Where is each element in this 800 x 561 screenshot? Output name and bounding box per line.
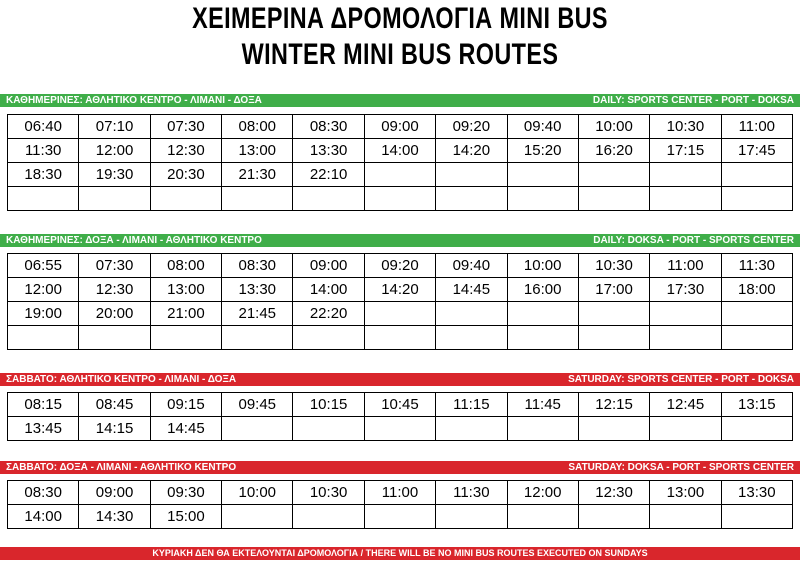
departure-time-cell: 06:40 [8,115,79,139]
departure-time-cell: 13:00 [650,481,721,505]
departure-time-cell: 12:30 [578,481,649,505]
departure-time-cell [650,187,721,211]
sunday-notice: ΚΥΡΙΑΚΗ ΔΕΝ ΘΑ ΕΚΤΕΛΟΥΝΤΑΙ ΔΡΟΜΟΛΟΓΙΑ / THERE WILL BE NO MINI BUS ROUTES EXECUTED ON SUNDAYS [0,547,800,560]
departure-time-cell [650,326,721,350]
section-label-greek: ΣΑΒΒΑΤΟ: ΔΟΞΑ - ΛΙΜΑΝΙ - ΑΘΛΗΤΙΚΟ ΚΕΝΤΡΟ [6,462,237,473]
departure-time-cell [364,505,435,529]
departure-time-cell: 15:00 [150,505,221,529]
departure-time-cell [507,417,578,441]
departure-time-cell: 13:00 [222,139,293,163]
departure-time-cell: 09:00 [293,254,364,278]
departure-time-cell: 13:00 [150,278,221,302]
timetable-daily-sports-center-to-doksa [7,114,793,211]
section-label-english: DAILY: DOKSA - PORT - SPORTS CENTER [593,235,794,246]
section-label-greek: ΣΑΒΒΑΤΟ: ΑΘΛΗΤΙΚΟ ΚΕΝΤΡΟ - ΛΙΜΑΝΙ - ΔΟΞΑ [6,374,237,385]
timetable-row [8,254,793,278]
departure-time-cell: 14:45 [436,278,507,302]
departure-time-cell: 09:30 [150,481,221,505]
departure-time-cell [436,505,507,529]
departure-time-cell [79,326,150,350]
departure-time-cell [293,505,364,529]
departure-time-cell: 08:15 [8,393,79,417]
departure-time-cell [436,302,507,326]
title-english: WINTER MINI BUS ROUTES [241,38,559,71]
departure-time-cell: 18:30 [8,163,79,187]
departure-time-cell: 11:15 [436,393,507,417]
departure-time-cell: 14:00 [8,505,79,529]
departure-time-cell: 22:20 [293,302,364,326]
section-header-saturday-sports-center-to-doksa [0,373,800,386]
departure-time-cell: 13:30 [721,481,792,505]
timetable-row [8,278,793,302]
departure-time-cell [364,326,435,350]
departure-time-cell [364,417,435,441]
departure-time-cell: 17:00 [578,278,649,302]
departure-time-cell [578,163,649,187]
departure-time-cell [222,187,293,211]
departure-time-cell: 14:20 [364,278,435,302]
departure-time-cell: 13:30 [293,139,364,163]
timetable-row [8,115,793,139]
timetable-row [8,417,793,441]
departure-time-cell: 09:45 [222,393,293,417]
departure-time-cell: 08:00 [222,115,293,139]
departure-time-cell [507,505,578,529]
departure-time-cell: 17:45 [721,139,792,163]
departure-time-cell: 13:15 [721,393,792,417]
section-label-english: SATURDAY: SPORTS CENTER - PORT - DOKSA [568,374,794,385]
departure-time-cell: 08:30 [293,115,364,139]
departure-time-cell: 14:30 [79,505,150,529]
departure-time-cell: 17:15 [650,139,721,163]
timetable-row [8,326,793,350]
departure-time-cell: 11:00 [650,254,721,278]
departure-time-cell [222,417,293,441]
departure-time-cell: 06:55 [8,254,79,278]
departure-time-cell [507,187,578,211]
departure-time-cell [721,302,792,326]
departure-time-cell [650,505,721,529]
departure-time-cell: 11:00 [364,481,435,505]
timetable-saturday-doksa-to-sports-center [7,480,793,529]
departure-time-cell: 14:15 [79,417,150,441]
departure-time-cell [721,326,792,350]
departure-time-cell: 11:30 [8,139,79,163]
section-header-daily-sports-center-to-doksa [0,94,800,107]
departure-time-cell: 20:30 [150,163,221,187]
departure-time-cell [578,187,649,211]
departure-time-cell [436,187,507,211]
departure-time-cell: 20:00 [79,302,150,326]
departure-time-cell: 11:00 [721,115,792,139]
departure-time-cell: 11:30 [721,254,792,278]
departure-time-cell [8,187,79,211]
departure-time-cell: 11:30 [436,481,507,505]
departure-time-cell [578,417,649,441]
section-label-greek: ΚΑΘΗΜΕΡΙΝΕΣ: ΑΘΛΗΤΙΚΟ ΚΕΝΤΡΟ - ΛΙΜΑΝΙ - ΔΟΞΑ [6,95,262,106]
departure-time-cell: 14:00 [364,139,435,163]
departure-time-cell [364,163,435,187]
departure-time-cell: 22:10 [293,163,364,187]
departure-time-cell [436,417,507,441]
departure-time-cell [721,417,792,441]
departure-time-cell: 12:00 [79,139,150,163]
departure-time-cell: 10:30 [650,115,721,139]
departure-time-cell [436,326,507,350]
departure-time-cell: 15:20 [507,139,578,163]
departure-time-cell [150,326,221,350]
departure-time-cell: 14:20 [436,139,507,163]
departure-time-cell: 08:30 [222,254,293,278]
departure-time-cell [507,326,578,350]
departure-time-cell [578,505,649,529]
timetable-row [8,302,793,326]
departure-time-cell: 17:30 [650,278,721,302]
departure-time-cell [436,163,507,187]
departure-time-cell [293,187,364,211]
departure-time-cell: 09:20 [364,254,435,278]
departure-time-cell: 18:00 [721,278,792,302]
departure-time-cell: 10:30 [293,481,364,505]
section-header-saturday-doksa-to-sports-center [0,461,800,474]
departure-time-cell [222,326,293,350]
timetable-saturday-sports-center-to-doksa [7,392,793,441]
departure-time-cell [293,417,364,441]
departure-time-cell [578,326,649,350]
section-label-english: DAILY: SPORTS CENTER - PORT - DOKSA [592,95,794,106]
departure-time-cell: 12:00 [507,481,578,505]
departure-time-cell: 09:15 [150,393,221,417]
title-greek: ΧΕΙΜΕΡΙΝΑ ΔΡΟΜΟΛΟΓΙΑ MINI BUS [192,2,608,35]
departure-time-cell: 11:45 [507,393,578,417]
departure-time-cell: 12:30 [150,139,221,163]
departure-time-cell: 10:45 [364,393,435,417]
departure-time-cell [650,163,721,187]
departure-time-cell: 16:00 [507,278,578,302]
departure-time-cell: 21:45 [222,302,293,326]
departure-time-cell [721,187,792,211]
departure-time-cell: 19:30 [79,163,150,187]
departure-time-cell: 10:30 [578,254,649,278]
departure-time-cell [293,326,364,350]
departure-time-cell [79,187,150,211]
departure-time-cell [364,302,435,326]
departure-time-cell [222,505,293,529]
departure-time-cell: 19:00 [8,302,79,326]
section-label-english: SATURDAY: DOKSA - PORT - SPORTS CENTER [568,462,794,473]
departure-time-cell: 09:40 [507,115,578,139]
departure-time-cell: 16:20 [578,139,649,163]
departure-time-cell: 09:20 [436,115,507,139]
departure-time-cell: 08:30 [8,481,79,505]
departure-time-cell: 12:00 [8,278,79,302]
departure-time-cell: 08:00 [150,254,221,278]
departure-time-cell: 12:30 [79,278,150,302]
departure-time-cell [650,302,721,326]
timetable-row [8,393,793,417]
departure-time-cell: 14:45 [150,417,221,441]
departure-time-cell: 10:00 [578,115,649,139]
departure-time-cell [721,505,792,529]
section-header-daily-doksa-to-sports-center [0,234,800,247]
timetable-row [8,187,793,211]
departure-time-cell: 10:00 [222,481,293,505]
departure-time-cell: 13:45 [8,417,79,441]
departure-time-cell: 21:00 [150,302,221,326]
departure-time-cell: 21:30 [222,163,293,187]
timetable-daily-doksa-to-sports-center [7,253,793,350]
departure-time-cell [364,187,435,211]
departure-time-cell: 12:45 [650,393,721,417]
timetable-row [8,505,793,529]
departure-time-cell [507,163,578,187]
departure-time-cell: 10:15 [293,393,364,417]
departure-time-cell: 07:30 [150,115,221,139]
departure-time-cell: 07:10 [79,115,150,139]
departure-time-cell: 08:45 [79,393,150,417]
departure-time-cell [507,302,578,326]
departure-time-cell [578,302,649,326]
departure-time-cell: 12:15 [578,393,649,417]
departure-time-cell [8,326,79,350]
timetable-row [8,163,793,187]
departure-time-cell [650,417,721,441]
departure-time-cell: 09:00 [79,481,150,505]
departure-time-cell [150,187,221,211]
section-label-greek: ΚΑΘΗΜΕΡΙΝΕΣ: ΔΟΞΑ - ΛΙΜΑΝΙ - ΑΘΛΗΤΙΚΟ ΚΕΝΤΡΟ [6,235,262,246]
departure-time-cell: 09:40 [436,254,507,278]
timetable-row [8,139,793,163]
departure-time-cell: 07:30 [79,254,150,278]
departure-time-cell: 09:00 [364,115,435,139]
departure-time-cell: 10:00 [507,254,578,278]
departure-time-cell: 13:30 [222,278,293,302]
timetable-row [8,481,793,505]
departure-time-cell: 14:00 [293,278,364,302]
departure-time-cell [721,163,792,187]
